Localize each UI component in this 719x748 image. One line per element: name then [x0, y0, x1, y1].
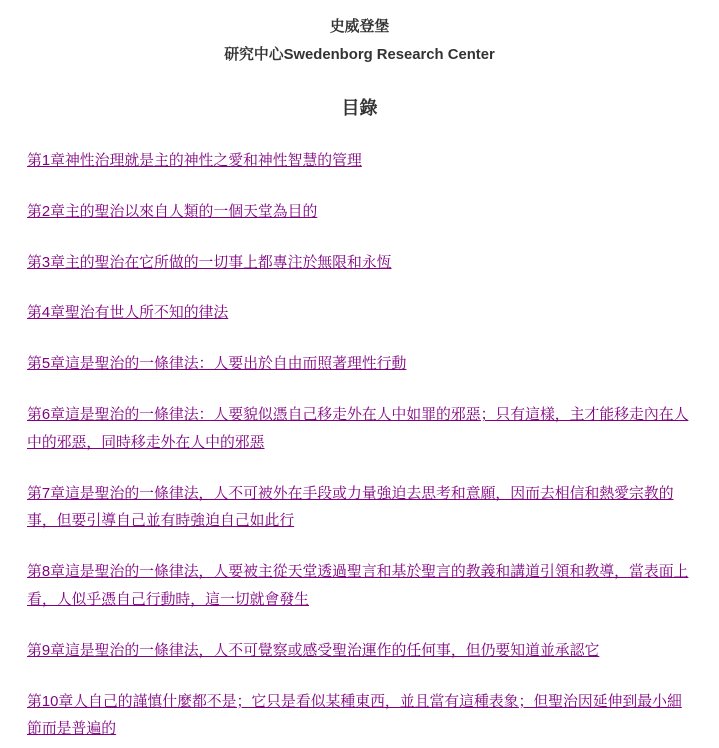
chapter-6-link[interactable]: 第6章這是聖治的一條律法：人要貌似憑自己移走外在人中如罪的邪惡；只有這樣，主才能移走內在人中的邪惡，同時移走外在人中的邪惡 — [27, 406, 689, 451]
chapter-9-link[interactable]: 第9章這是聖治的一條律法，人不可覺察或感受聖治運作的任何事，但仍要知道並承認它 — [27, 642, 600, 659]
toc-list — [27, 148, 691, 744]
site-header — [0, 0, 719, 69]
toc-item — [27, 300, 691, 328]
toc-item — [27, 689, 691, 745]
toc-item — [27, 559, 691, 615]
toc-item — [27, 638, 691, 666]
chapter-10-link[interactable]: 第10章人自己的謹慎什麼都不是；它只是看似某種東西，並且當有這種表象；但聖治因延伸到最小細節而是普遍的 — [27, 693, 682, 738]
chapter-3-link[interactable]: 第3章主的聖治在它所做的一切事上都專注於無限和永恆 — [27, 254, 392, 271]
site-subtitle: 研究中心Swedenborg Research Center — [224, 47, 495, 63]
toc-item — [27, 481, 691, 537]
chapter-4-link[interactable]: 第4章聖治有世人所不知的律法 — [27, 305, 229, 322]
chapter-1-link[interactable]: 第1章神性治理就是主的神性之愛和神性智慧的管理 — [27, 153, 362, 169]
toc-title: 目錄 — [341, 98, 378, 118]
chapter-8-link[interactable]: 第8章這是聖治的一條律法，人要被主從天堂透過聖言和基於聖言的教義和講道引領和教導，當表面上看，人似乎憑自己行動時，這一切就會發生 — [27, 564, 689, 608]
site-title: 史威登堡 — [329, 19, 390, 35]
chapter-7-link[interactable]: 第7章這是聖治的一條律法，人不可被外在手段或力量強迫去思考和意願，因而去相信和熱愛宗教的事，但要引導自己並有時強迫自己如此行 — [27, 485, 674, 530]
toc-item — [27, 351, 691, 379]
toc-item — [27, 250, 691, 278]
chapter-5-link[interactable]: 第5章這是聖治的一條律法：人要出於自由而照著理性行動 — [27, 356, 407, 373]
toc-item — [27, 148, 691, 176]
chapter-2-link[interactable]: 第2章主的聖治以來自人類的一個天堂為目的 — [27, 203, 318, 220]
toc-item — [27, 402, 691, 458]
toc-item — [27, 199, 691, 227]
